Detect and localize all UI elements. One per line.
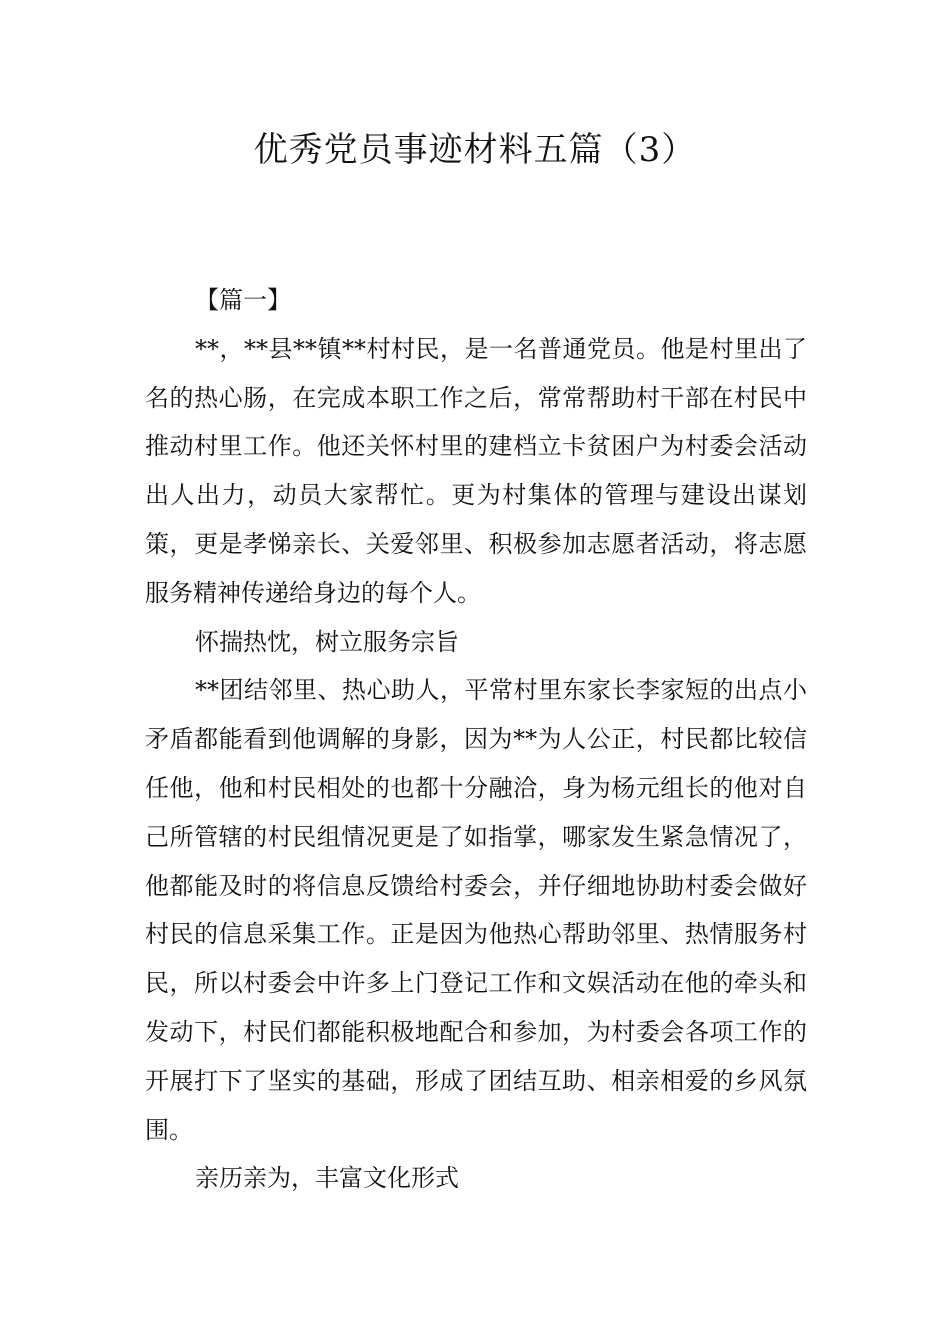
subheading-service: 怀揣热忱，树立服务宗旨: [195, 627, 459, 656]
section-label: 【篇一】: [195, 286, 291, 314]
document-body: [145, 276, 807, 1203]
paragraph-neighbors: **团结邻里、热心助人，平常村里东家长李家短的出点小矛盾都能看到他调解的身影，因为**为人公正，村民都比较信任他，他和村民相处的也都十分融洽，身为杨元组长的他对自己所管辖的村民组情况更是了如指掌，哪家发生紧急情况了，他都能及时的将信息反馈给村委会，并仔细地协助村委会做好村民的信息采集工作。正是因为他热心帮助邻里、热情服务村民，所以村委会中许多上门登记工作和文娱活动在他的牵头和发动下，村民们都能积极地配合和参加，为村委会各项工作的开展打下了坚实的基础，形成了团结互助、相亲相爱的乡风氛围。: [145, 676, 807, 1144]
subheading-culture: 亲历亲为，丰富文化形式: [195, 1164, 459, 1193]
paragraph-intro: **，**县**镇**村村民，是一名普通党员。他是村里出了名的热心肠，在完成本职工作之后，常常帮助村干部在村民中推动村里工作。他还关怀村里的建档立卡贫困户为村委会活动出人出力，动员大家帮忙。更为村集体的管理与建设出谋划策，更是孝悌亲长、关爱邻里、积极参加志愿者活动，将志愿服务精神传递给身边的每个人。: [145, 334, 807, 607]
document-title: 优秀党员事迹材料五篇（3）: [253, 130, 697, 170]
